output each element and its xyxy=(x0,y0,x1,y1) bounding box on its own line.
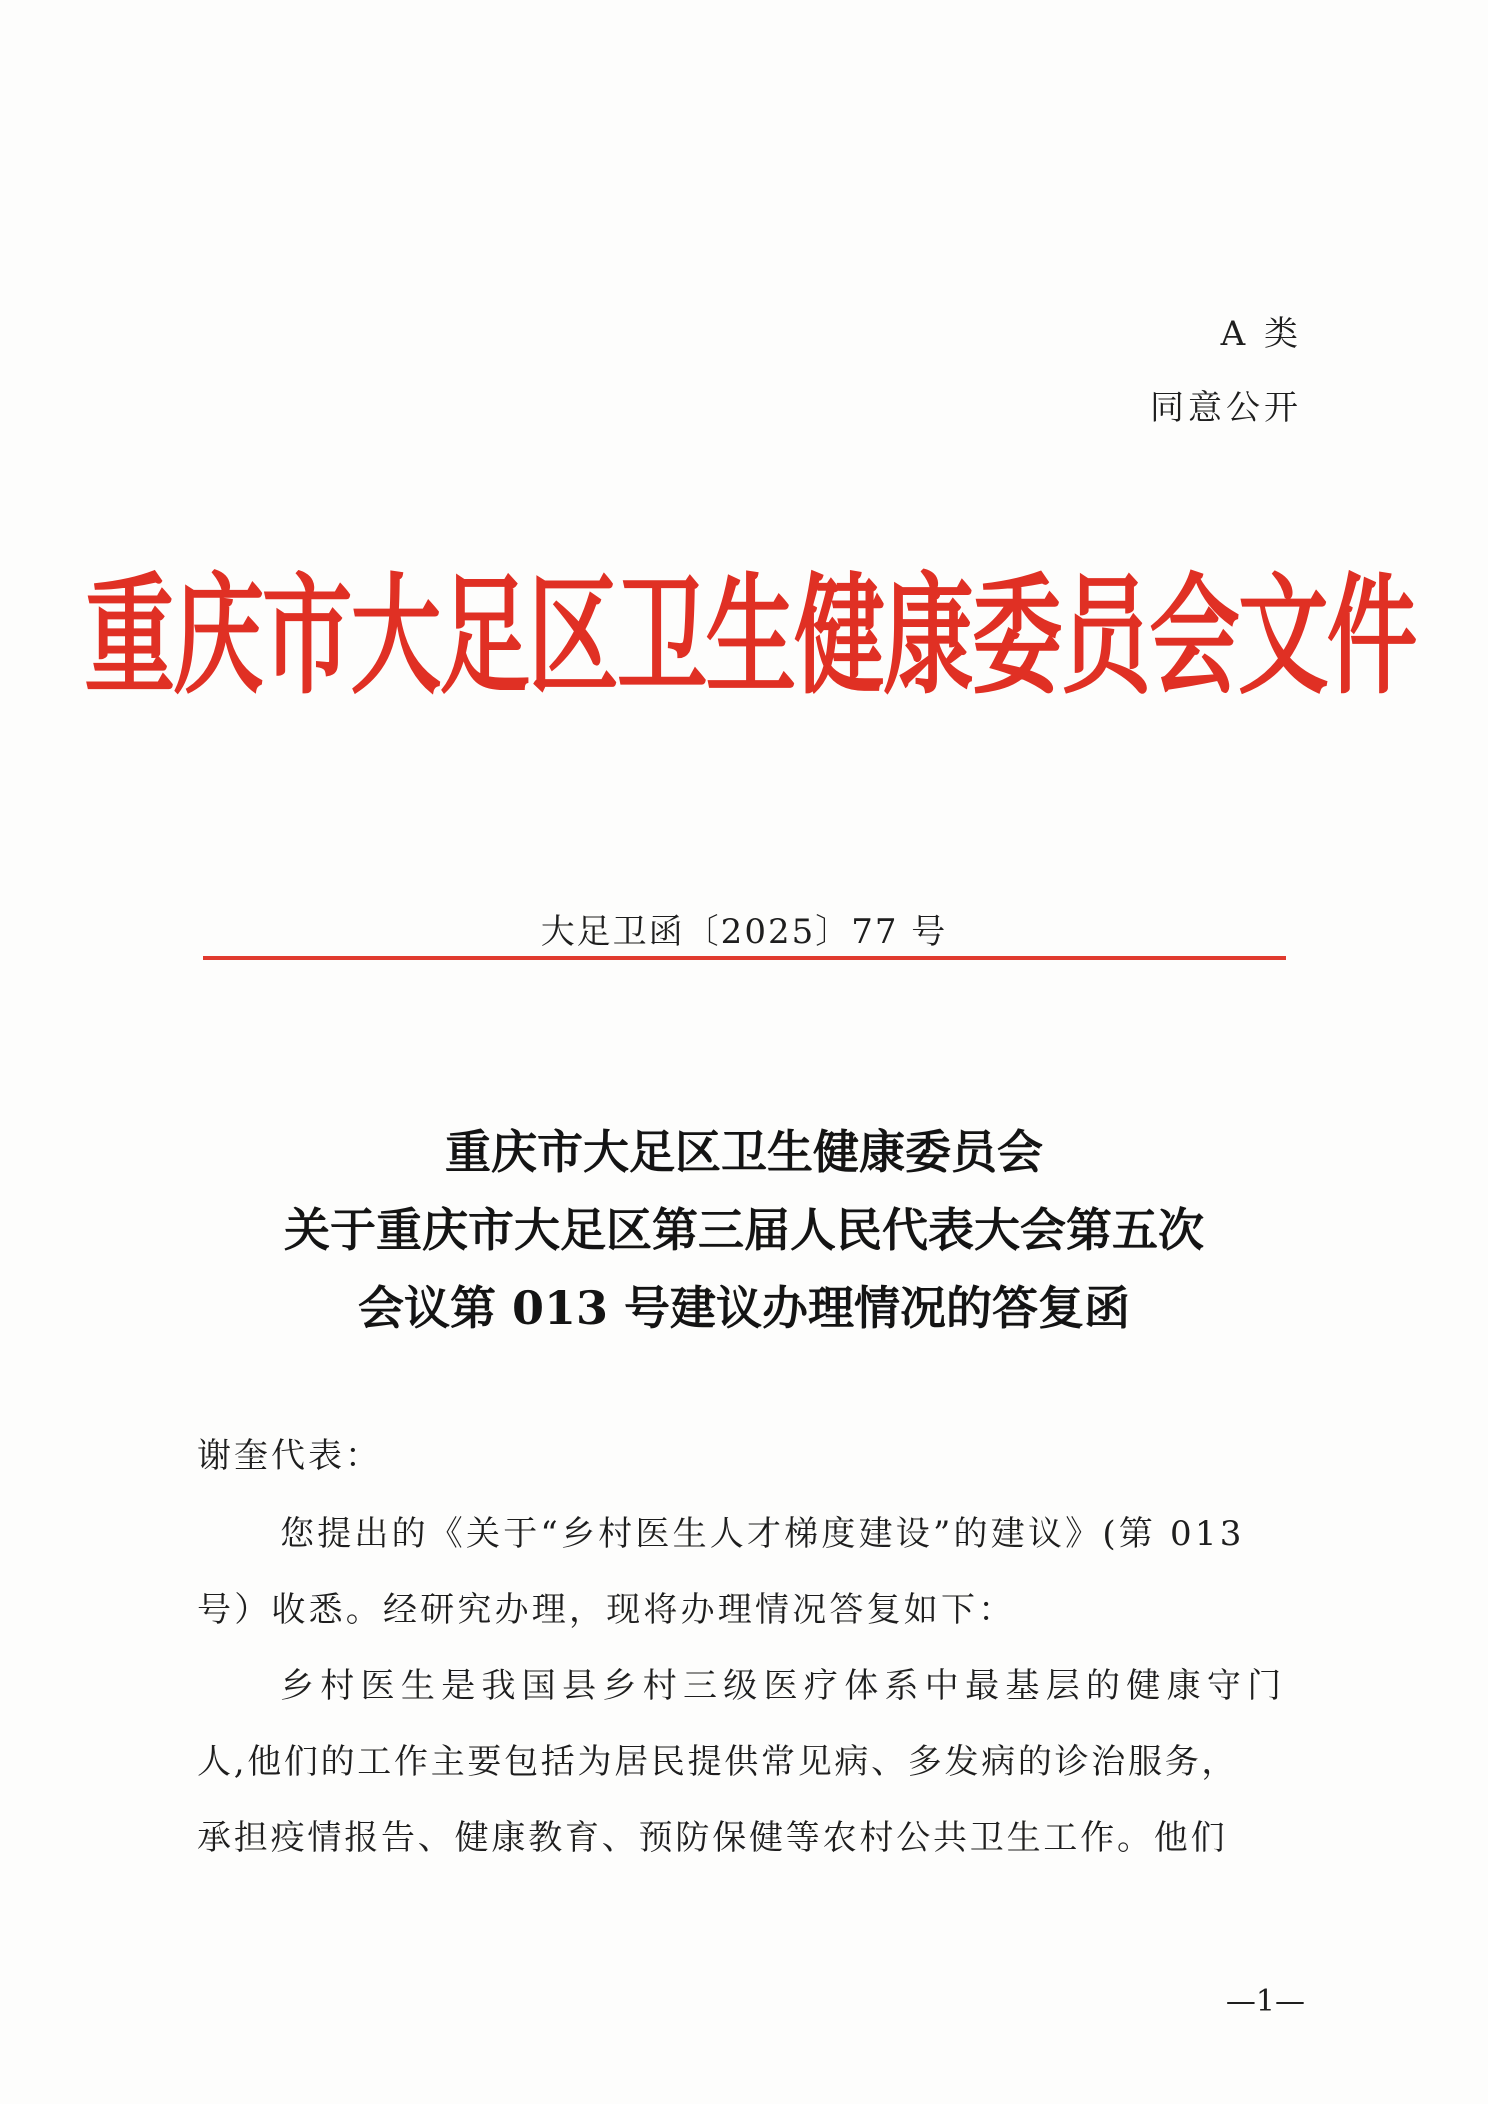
page-number: —1— xyxy=(1225,1984,1305,2019)
body-line-1: 您提出的《关于“乡村医生人才梯度建设”的建议》(第 013 xyxy=(280,1514,1245,1554)
red-divider-line xyxy=(203,956,1286,960)
title-line-2: 关于重庆市大足区第三届人民代表大会第五次 xyxy=(284,1203,1204,1257)
disclosure-label: 同意公开 xyxy=(1150,388,1302,428)
salutation: 谢奎代表： xyxy=(197,1436,382,1476)
title-line-1: 重庆市大足区卫生健康委员会 xyxy=(445,1125,1043,1179)
body-line-5: 承担疫情报告、健康教育、预防保健等农村公共卫生工作。他们 xyxy=(197,1818,1228,1858)
issuer-header xyxy=(84,540,1416,713)
body-line-3: 乡村医生是我国县乡村三级医疗体系中最基层的健康守门 xyxy=(280,1666,1288,1706)
classification-label: A 类 xyxy=(1220,314,1302,354)
document-number: 大足卫函〔2025〕77 号 xyxy=(540,912,948,952)
body-line-2: 号）收悉。经研究办理，现将办理情况答复如下： xyxy=(197,1590,1016,1630)
title-line-3: 会议第 013 号建议办理情况的答复函 xyxy=(357,1281,1131,1335)
issuer-header-text: 重庆市大足区卫生健康委员会文件 xyxy=(84,560,1416,713)
body-line-4: 人,他们的工作主要包括为居民提供常见病、多发病的诊治服务， xyxy=(197,1742,1239,1782)
